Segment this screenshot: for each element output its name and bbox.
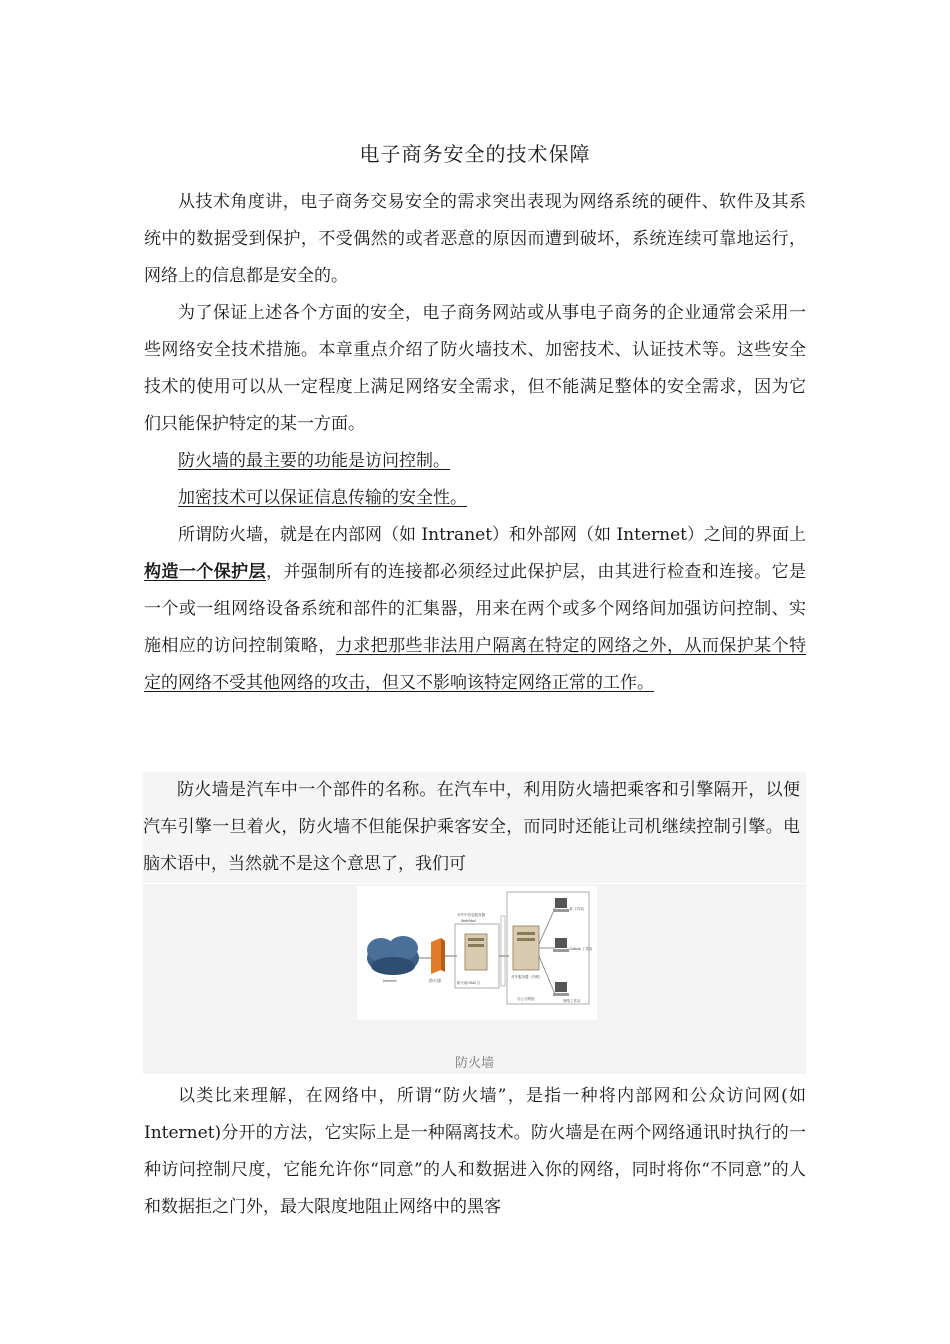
server1-top-label: 对外中信息服务器: [457, 913, 485, 917]
quote-paragraph: 防火墙是汽车中一个部件的名称。在汽车中，利用防火墙把乘客和引擎隔开，以便汽车引擎一旦着火，防火墙不但能保护乘客安全，而同时还能让司机继续控制引擎。电脑术语中，当然就不是这个意思了，我们可: [143, 780, 800, 874]
internet-label: Internet: [383, 978, 397, 983]
document-title: 电子商务安全的技术保障: [359, 142, 591, 166]
workstation-icon: [553, 938, 569, 952]
figure-caption: 防火墙: [454, 1056, 494, 1071]
paragraph-3: [144, 443, 806, 480]
network-diagram-svg: [357, 886, 597, 1020]
quoted-block: [143, 772, 806, 883]
server1-top-label-2: Web/Mail: [461, 919, 476, 923]
paragraph-text: ，并强制所有的连接都必须经过此保护层，由其进行检查和连接。它是一个或一组网络设备系统和部件的汇集器，用来在两个或多个网络间加强访问控制、实施相应的访问控制策略，: [144, 562, 807, 656]
internet-cloud-icon: [367, 936, 419, 975]
firewall-icon: [431, 938, 445, 974]
paragraph-4: [144, 480, 806, 517]
paragraph-1: 从技术角度讲，电子商务交易安全的需求突出表现为网络系统的硬件、软件及其系统中的数据受到保护，不受偶然的或者恶意的原因而遭到破坏，系统连续可靠地运行，网络上的信息都是安全的。: [144, 192, 806, 286]
workstation-icon: [553, 898, 569, 912]
underlined-text: 加密技术可以保证信息传输的安全性。: [178, 488, 467, 508]
paragraph-analogy: 以类比来理解，在网络中，所谓“防火墙”，是指一种将内部网和公众访问网(如 Internet)分开的方法，它实际上是一种隔离技术。防火墙是在两个网络通讯时执行的一种访问控制尺度，它能允许你“同意”的人和数据进入你的网络，同时将你“不同意”的人和数据拒之门外，最大限度地阻止网络中的黑客: [144, 1086, 806, 1217]
firewall-figure: [143, 884, 806, 1074]
dmz-server-icon: [465, 934, 487, 970]
underlined-text: 力求把那些非法用户隔离在特定的网络之外，从而保护某个特定的网络不受其他网络的攻击，但又不影响该特定网络正常的工作。: [144, 636, 807, 693]
network-diagram: [357, 886, 597, 1020]
pc1-label: 某 工作站: [569, 907, 584, 911]
server1-bottom-label: 防火墙 DMZ 区: [457, 981, 481, 985]
paragraph-text: 所谓防火墙，就是在内部网（如 Intranet）和外部网（如 Internet）之间的界面上: [178, 525, 806, 545]
document-body: [144, 184, 806, 702]
underlined-text: 防火墙的最主要的功能是访问控制。: [178, 451, 450, 471]
office-label: 办公与网管: [517, 997, 535, 1001]
internal-server-icon: [513, 926, 539, 970]
firewall-label: 防火墙: [429, 978, 441, 983]
bold-underlined-text: 构造一个保护层: [144, 562, 267, 582]
paragraph-2: 为了保证上述各个方面的安全，电子商务网站或从事电子商务的企业通常会采用一些网络安全技术措施。本章重点介绍了防火墙技术、加密技术、认证技术等。这些安全技术的使用可以从一定程度上满足网络安全需求，但不能满足整体的安全需求，因为它们只能保护特定的某一方面。: [144, 303, 806, 434]
pc3-label: 网络工作站: [563, 999, 581, 1003]
document-body-continued: [144, 1078, 806, 1226]
server2-label: 对外服务器（内网）: [511, 975, 543, 979]
pc2-label: Outlook 工作站: [569, 947, 593, 951]
workstation-icon: [553, 982, 569, 996]
paragraph-5: [144, 517, 806, 702]
